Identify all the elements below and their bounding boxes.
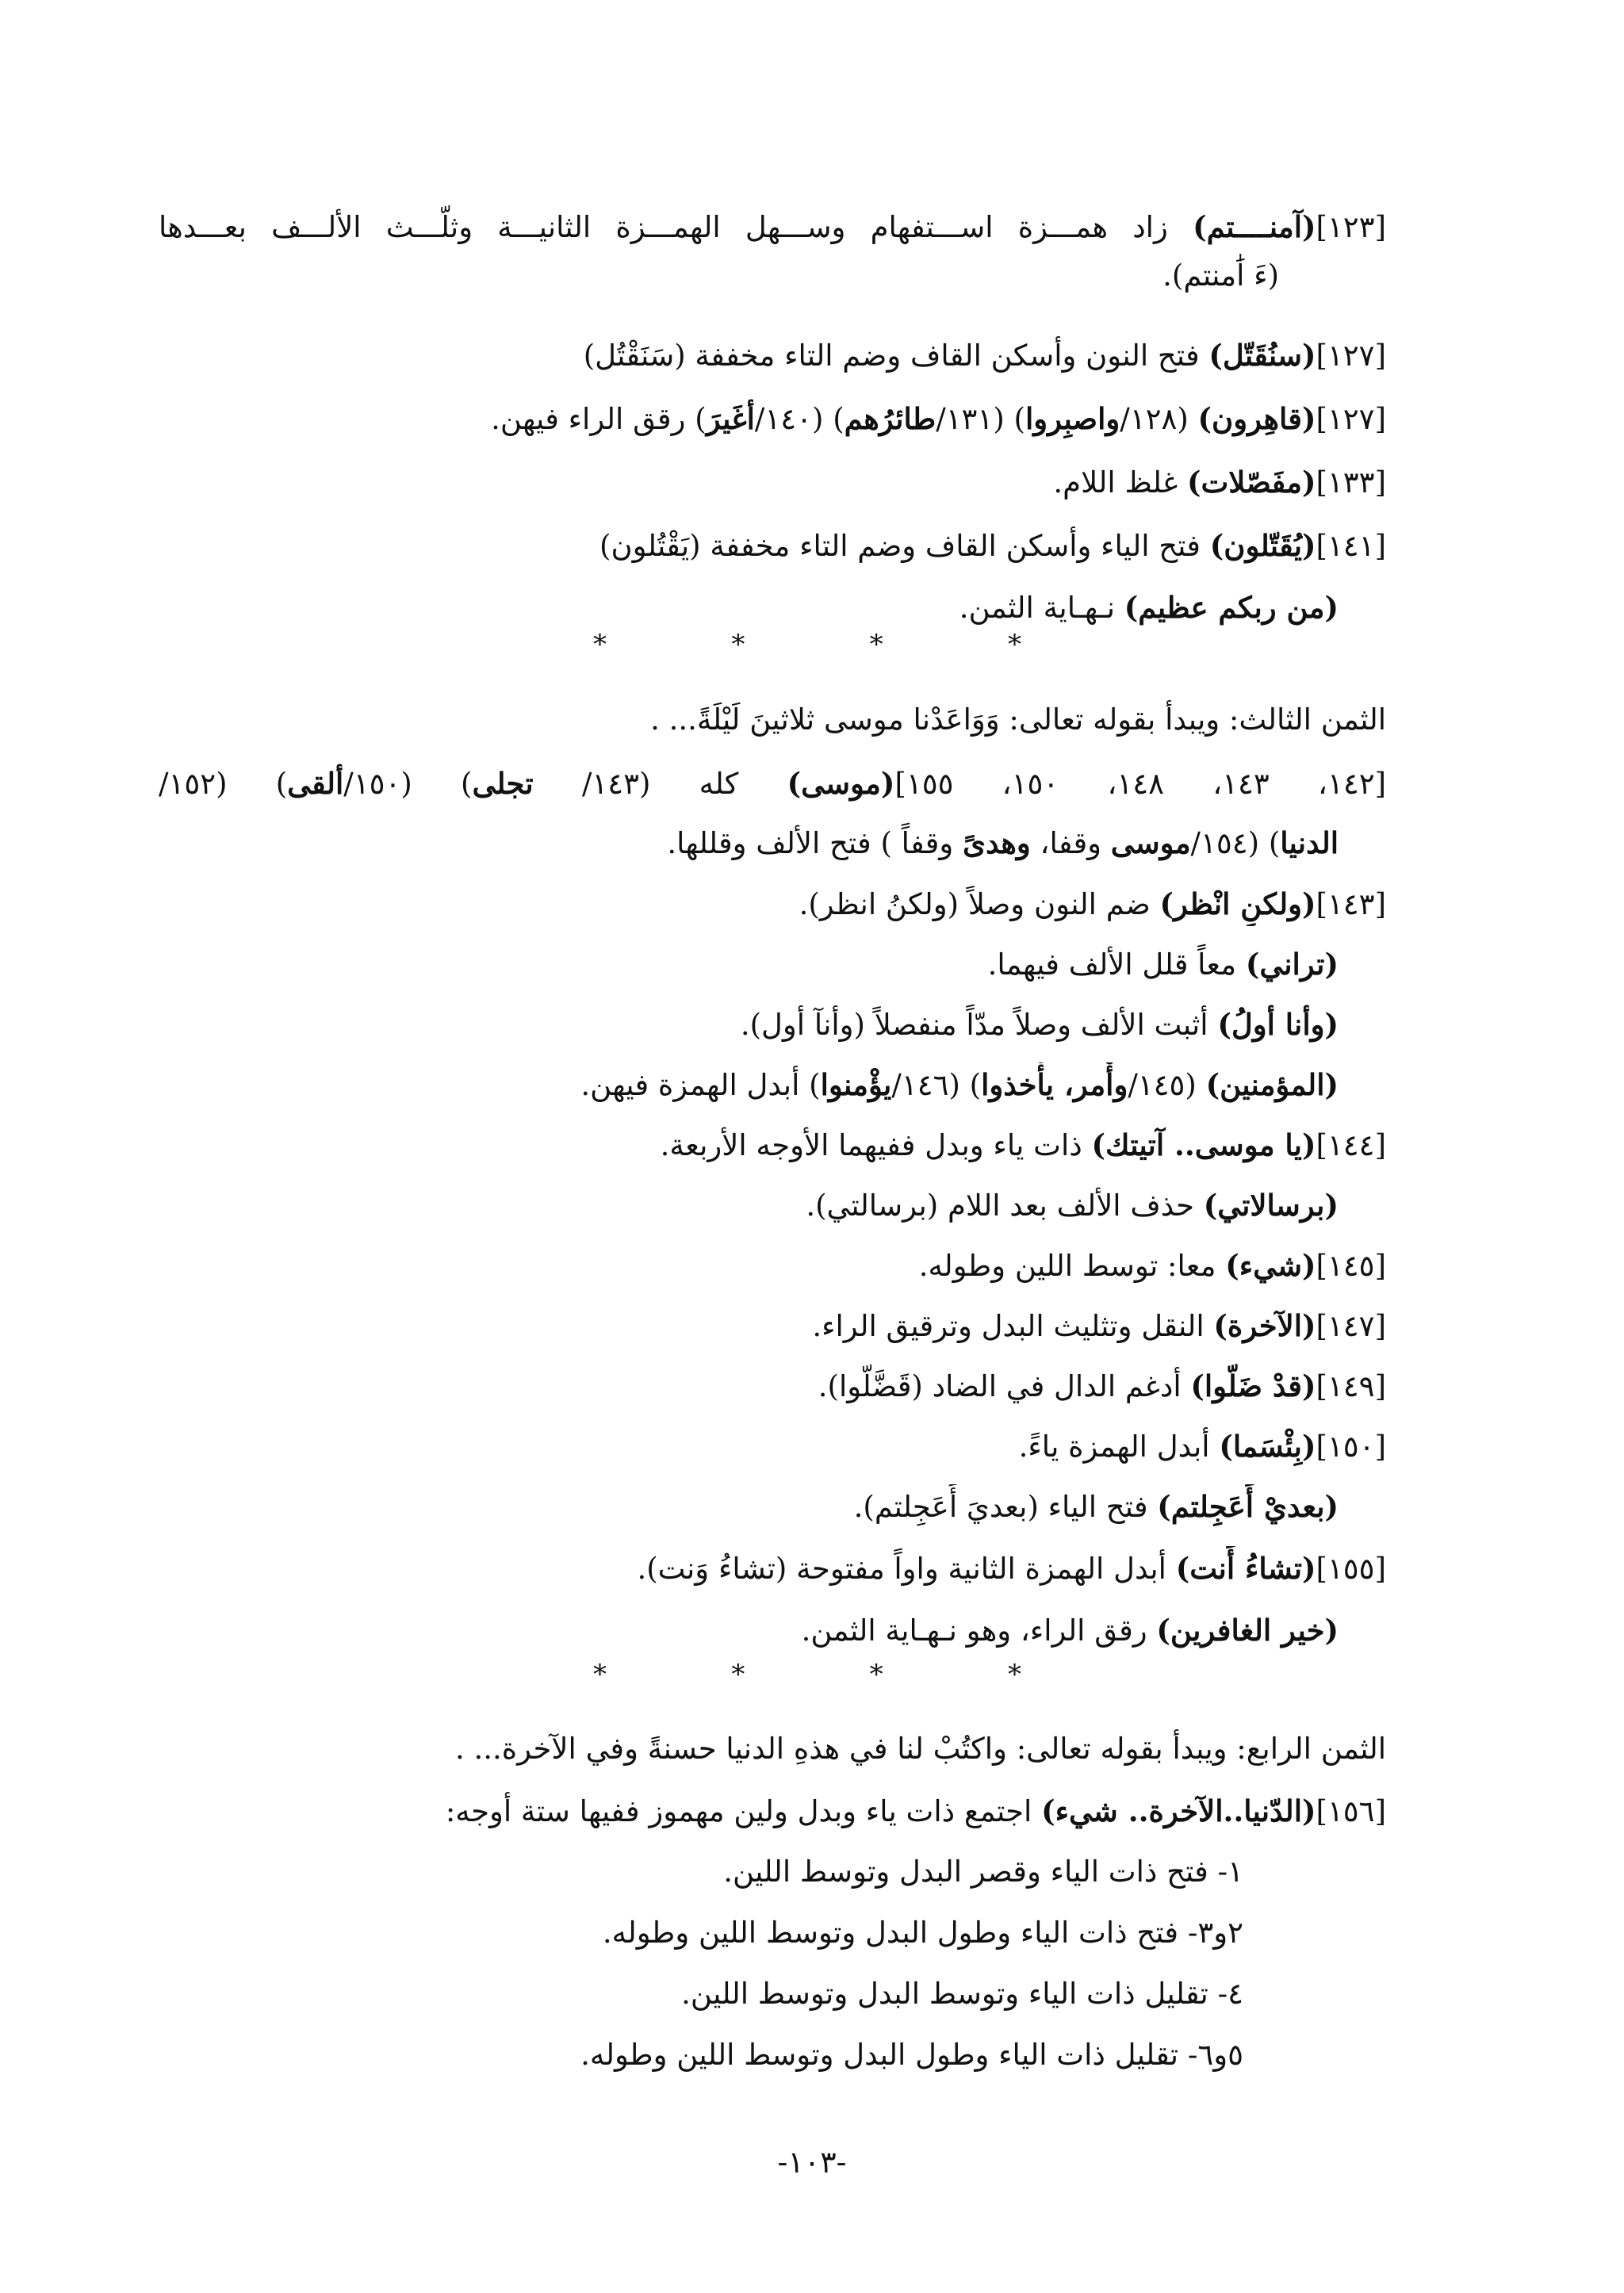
line-verse-144b bbox=[159, 1183, 1339, 1227]
text-run: أثبت الألف وصلاً مدّاً منفصلاً (وأنآ أول). bbox=[740, 1008, 1218, 1042]
bold-term: (برسالاتي) bbox=[1203, 1188, 1339, 1223]
list-item-2-3 bbox=[159, 1911, 1243, 1955]
bold-term: واصبِروا bbox=[1025, 401, 1120, 436]
text-run: (١٢٨/ bbox=[1120, 402, 1198, 436]
bold-term: ألقى bbox=[287, 766, 344, 801]
bold-term: (تراني) bbox=[1245, 947, 1339, 982]
text-run: معا: توسط اللين وطوله. bbox=[918, 1249, 1226, 1283]
star: * bbox=[1008, 1659, 1021, 1690]
line-verse-155 bbox=[159, 1546, 1386, 1591]
line-verse-127a bbox=[159, 333, 1386, 377]
text-run: [١٤١] bbox=[1316, 529, 1386, 563]
text-run: [١٤٧] bbox=[1316, 1309, 1386, 1343]
text-run: ) (١٣١/ bbox=[936, 402, 1025, 436]
text-run: ) (١٤٦/ bbox=[891, 1068, 982, 1102]
bold-term: (شيء) bbox=[1225, 1248, 1316, 1283]
list-item-4 bbox=[159, 1972, 1243, 2016]
star: * bbox=[869, 1659, 883, 1690]
bold-term: (من ربكم عظيم) bbox=[1124, 590, 1339, 625]
line-verse-143a bbox=[159, 882, 1386, 926]
text-run: غلظ اللام. bbox=[1053, 465, 1187, 500]
bold-term: أغَيرَ bbox=[706, 401, 755, 436]
text-run: [١٥٠] bbox=[1316, 1430, 1386, 1464]
text-run: [١٣٣] bbox=[1316, 465, 1386, 500]
bold-term: موسى bbox=[1110, 825, 1191, 860]
text-run: ذات ياء وبدل ففيهما الأوجه الأربعة. bbox=[660, 1128, 1092, 1162]
star: * bbox=[593, 1659, 607, 1690]
text-run: [١٥٥] bbox=[1316, 1552, 1386, 1586]
line-verse-144a bbox=[159, 1123, 1386, 1167]
text-run: ضم النون وصلاً (ولكنُ انظر). bbox=[799, 887, 1160, 921]
separator-stars-1 bbox=[593, 629, 1021, 660]
line-verse-142 bbox=[159, 761, 1386, 806]
text-run: حذف الألف بعد اللام (برسالتي). bbox=[806, 1189, 1204, 1223]
text-run: رقق الراء، وهو نـهـاية الثمن. bbox=[801, 1614, 1157, 1648]
text-run: أبدل الهمزة الثانية واواً مفتوحة (تشاءُ وَنت). bbox=[637, 1552, 1176, 1586]
text-run: ١- فتح ذات الياء وقصر البدل وتوسط اللين. bbox=[723, 1855, 1243, 1889]
text-run: الثمن الرابع: ويبدأ بقوله تعالى: واكتُبْ لنا في هذهِ الدنيا حسنةً وفي الآخرة... . bbox=[454, 1732, 1386, 1766]
text-run: (ءَ اَٰمنتم). bbox=[1162, 258, 1279, 293]
text-run: وقفا، bbox=[1030, 826, 1111, 860]
text-run: النقل وتثليث البدل وترقيق الراء. bbox=[812, 1309, 1214, 1343]
text-run: [١٤٤] bbox=[1316, 1128, 1386, 1162]
page-number: -١٠٣- bbox=[777, 2145, 847, 2180]
line-verse-133 bbox=[159, 460, 1386, 504]
text-run: [١٤٣] bbox=[1316, 887, 1386, 921]
text-run: فتح النون وأسكن القاف وضم التاء مخففة (سَنَقْتُل) bbox=[583, 339, 1209, 373]
star: * bbox=[869, 629, 883, 660]
bold-term: (سنُقَتّل) bbox=[1208, 338, 1316, 373]
text-run: ) (١٥٢/ bbox=[159, 767, 288, 801]
line-verse-147 bbox=[159, 1303, 1386, 1348]
text-run: ) رقق الراء فيهن. bbox=[491, 402, 707, 436]
line-verse-156 bbox=[159, 1789, 1386, 1833]
bold-term: وهدىً bbox=[962, 825, 1031, 860]
star: * bbox=[593, 629, 607, 660]
line-verse-143c bbox=[159, 1002, 1339, 1047]
text-run: كله (١٤٣/ bbox=[533, 767, 787, 801]
list-item-1 bbox=[159, 1850, 1243, 1894]
bold-term: (خير الغافرين) bbox=[1156, 1613, 1339, 1648]
line-verse-143b bbox=[159, 942, 1339, 986]
line-verse-123 bbox=[159, 205, 1386, 249]
text-run: ) (١٤٠/ bbox=[754, 402, 845, 436]
bold-term: طائرُهم bbox=[844, 401, 936, 436]
bold-term: يؤْمنوا bbox=[820, 1067, 892, 1102]
text-run: فتح الياء (بعديَ أَعَجِلتم). bbox=[853, 1490, 1158, 1524]
text-run: (١٤٥/ bbox=[1128, 1068, 1206, 1102]
bold-term: (الآخرة) bbox=[1213, 1308, 1316, 1343]
text-run: ) (١٥٤/ bbox=[1190, 826, 1281, 860]
line-verse-141 bbox=[159, 523, 1386, 568]
bold-term: (آمنــــتم) bbox=[1193, 209, 1316, 244]
text-run: [١٢٣] bbox=[1316, 210, 1386, 244]
text-run: [١٥٦] bbox=[1316, 1794, 1386, 1828]
text-run: [١٤٢، ١٤٣، ١٤٨، ١٥٠، ١٥٥] bbox=[894, 767, 1386, 801]
line-verse-150b bbox=[159, 1484, 1339, 1529]
separator-stars-2 bbox=[593, 1659, 1021, 1690]
bold-term: (ولكنِ انْظر) bbox=[1159, 886, 1316, 921]
text-run: أبدل الهمزة ياءً. bbox=[1018, 1430, 1220, 1464]
bold-term: (بعديْ أَعَجِلتم) bbox=[1157, 1489, 1339, 1524]
text-run: فتح الياء وأسكن القاف وضم التاء مخففة (يَقْتُلون) bbox=[599, 529, 1210, 563]
text-run: [١٤٥] bbox=[1316, 1249, 1386, 1283]
text-run: الثمن الثالث: ويبدأ بقوله تعالى: وَوَاعَدْنا موسى ثلاثينَ لَيْلَةً... . bbox=[650, 702, 1386, 737]
text-run: ٢و٣- فتح ذات الياء وطول البدل وتوسط اللين وطوله. bbox=[602, 1916, 1243, 1950]
line-verse-150a bbox=[159, 1424, 1386, 1468]
star: * bbox=[731, 1659, 745, 1690]
line-verse-123-cont bbox=[159, 254, 1279, 298]
list-item-5-6 bbox=[159, 2033, 1243, 2077]
bold-term: (موسى) bbox=[787, 766, 895, 801]
bold-term: (يا موسى.. آتيتك) bbox=[1091, 1127, 1316, 1162]
star: * bbox=[731, 629, 745, 660]
line-end-of-eighth-2 bbox=[159, 585, 1339, 630]
bold-term: تجلى bbox=[472, 766, 534, 801]
bold-term: (قدْ ضَلّوا) bbox=[1190, 1369, 1316, 1403]
line-verse-142-cont bbox=[159, 821, 1339, 865]
text-run: ٤- تقليل ذات الياء وتوسط البدل وتوسط اللين. bbox=[681, 1977, 1243, 2011]
bold-term: (وأنا أولُ) bbox=[1217, 1007, 1339, 1042]
line-end-of-eighth-3 bbox=[159, 1608, 1339, 1652]
line-fourth-eighth-heading bbox=[159, 1727, 1386, 1771]
line-verse-127b bbox=[159, 396, 1386, 441]
bold-term: (بِئْسَما) bbox=[1219, 1429, 1316, 1464]
bold-term: (الدّنيا..الآخرة.. شيء) bbox=[1041, 1793, 1316, 1828]
text-run: أدغم الدال في الضاد (قَضَّلُّوا). bbox=[818, 1369, 1191, 1403]
text-run: اجتمع ذات ياء وبدل ولين مهموز ففيها ستة أوجه: bbox=[445, 1794, 1042, 1828]
text-run: نـهـاية الثمن. bbox=[959, 591, 1124, 625]
text-run: ٥و٦- تقليل ذات الياء وطول البدل وتوسط اللين وطوله. bbox=[580, 2038, 1243, 2072]
text-run: [١٤٩] bbox=[1316, 1369, 1386, 1403]
text-run: [١٢٧] bbox=[1316, 402, 1386, 436]
bold-term: (تشاءُ أَنت) bbox=[1175, 1551, 1316, 1586]
text-run: [١٢٧] bbox=[1316, 339, 1386, 373]
line-verse-145 bbox=[159, 1243, 1386, 1288]
line-verse-149 bbox=[159, 1364, 1386, 1408]
text-run: ) (١٥٠/ bbox=[343, 767, 473, 801]
text-run: وقفاً ) فتح الألف وقللها. bbox=[667, 826, 963, 860]
bold-term: الدنيا bbox=[1280, 825, 1339, 860]
bold-term: (يُقَتّلون) bbox=[1209, 528, 1316, 563]
text-run: زاد همـــزة اســـتفهام وســـهل الهمـــزة الثانيـــة وثلّـــث الألـــف بعـــدها bbox=[159, 210, 1193, 244]
line-third-eighth-heading bbox=[159, 698, 1386, 742]
star: * bbox=[1008, 629, 1021, 660]
text-run: معاً قلل الألف فيهما. bbox=[987, 947, 1246, 982]
bold-term: وأْمر، يأْخذوا bbox=[981, 1067, 1128, 1102]
bold-term: (قاهِرون) bbox=[1197, 401, 1316, 436]
text-run: ) أبدل الهمزة فيهن. bbox=[580, 1068, 821, 1102]
line-verse-143d bbox=[159, 1062, 1339, 1107]
bold-term: (المؤمنين) bbox=[1205, 1067, 1339, 1102]
bold-term: (مفَصّلات) bbox=[1186, 465, 1316, 500]
